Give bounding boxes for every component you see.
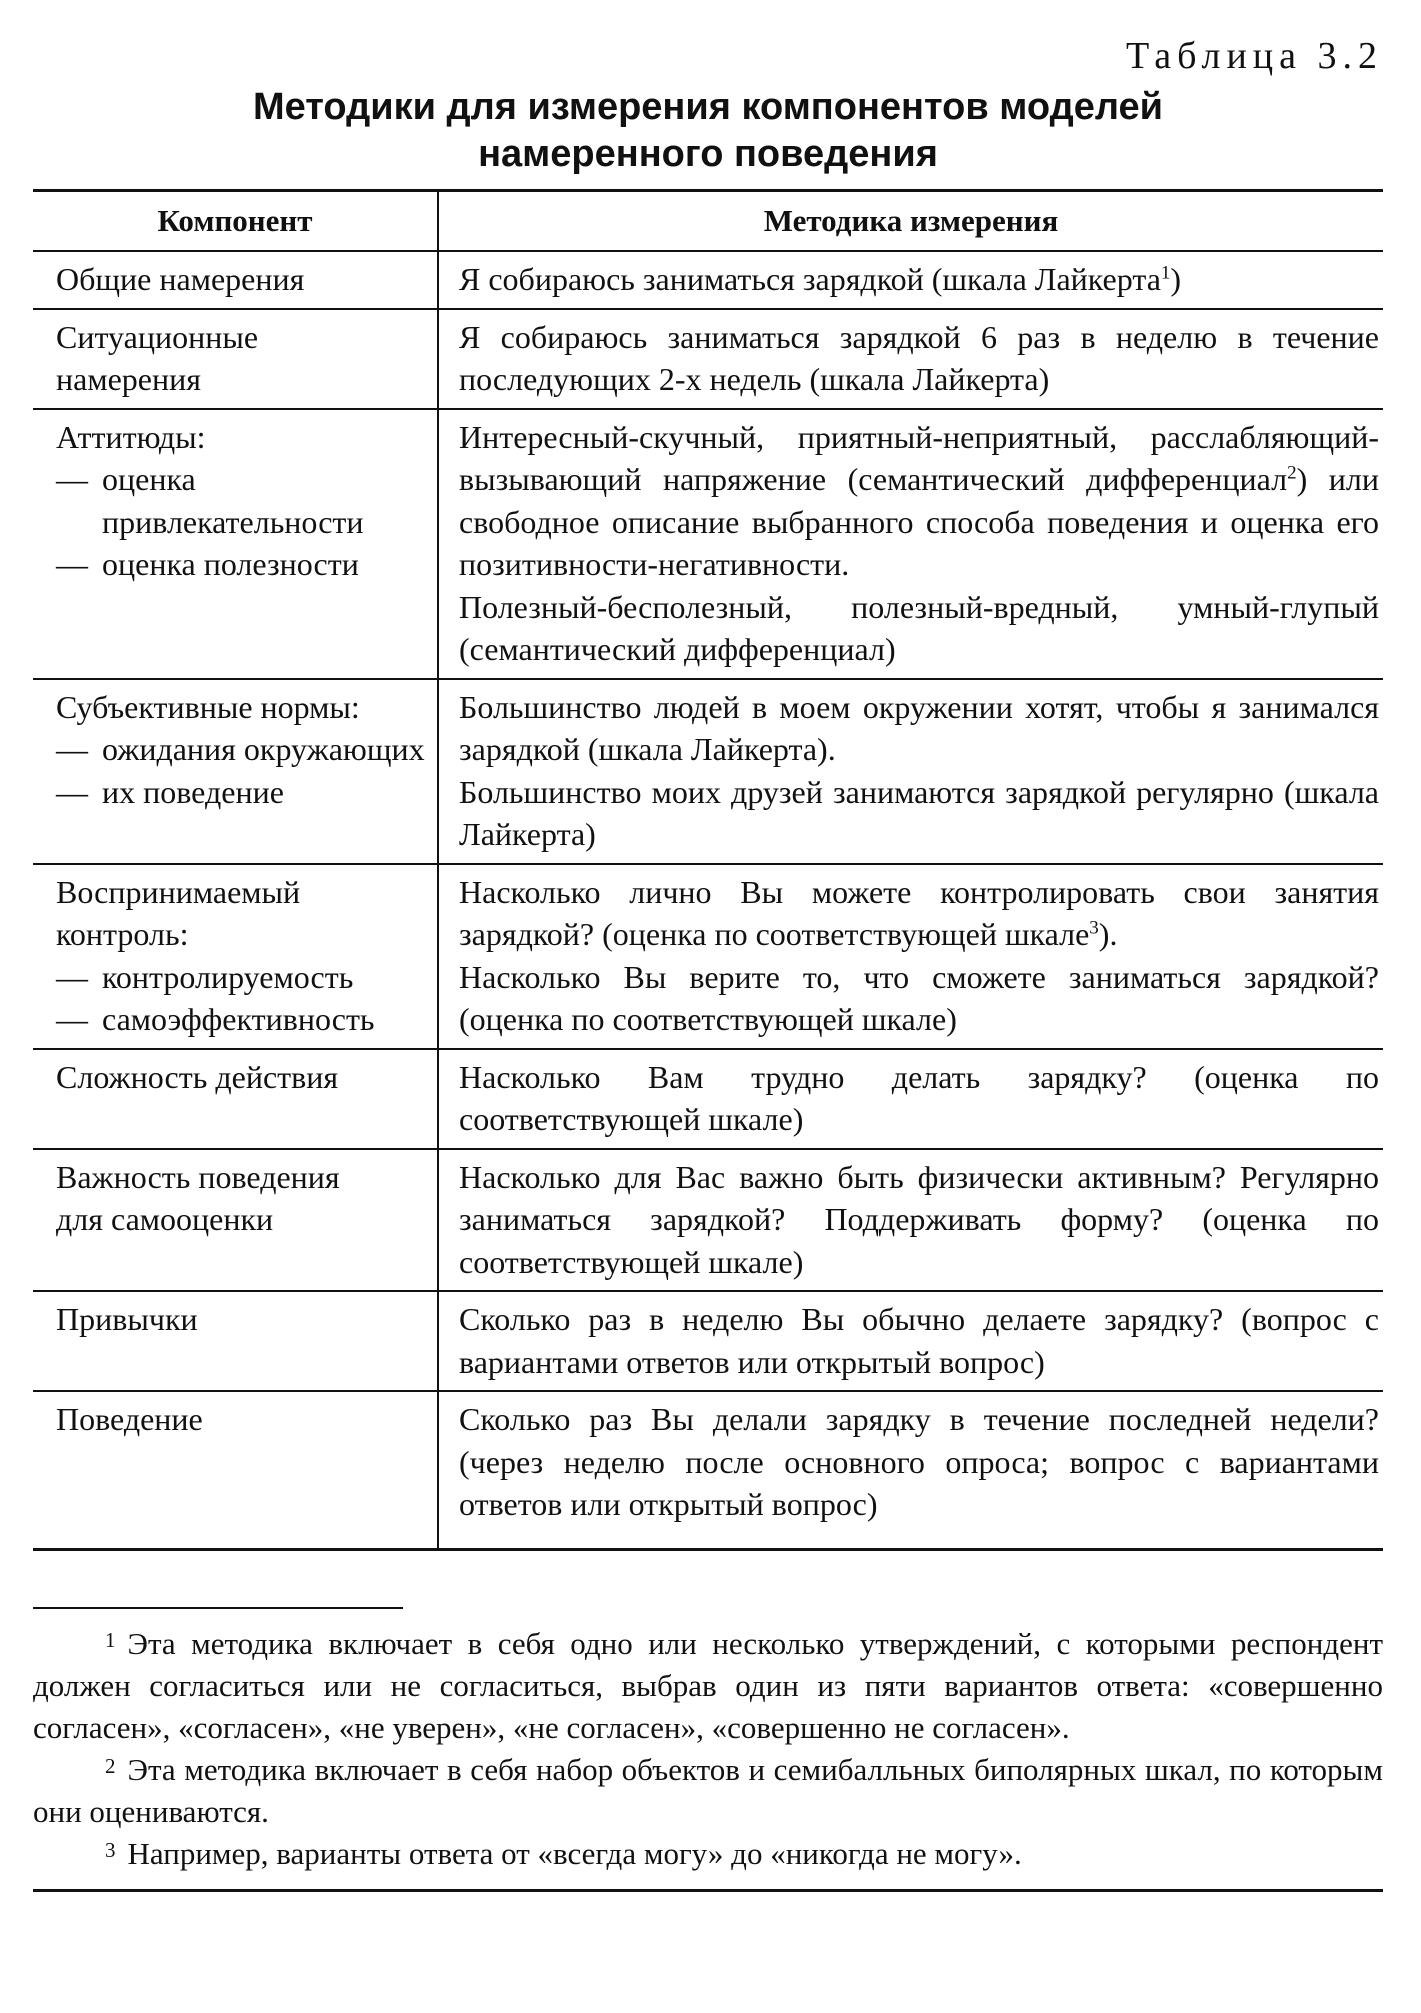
dash-mark: — [56, 461, 88, 497]
component-label: Общие намерения [56, 261, 305, 297]
methods-table [33, 189, 1383, 1551]
component-cell [33, 409, 438, 679]
footnote-number: 3 [105, 1837, 116, 1862]
table-header-row [33, 191, 1383, 252]
component-cell [33, 251, 438, 309]
component-label-line-2: контроль: [56, 916, 189, 952]
footnote-number: 1 [105, 1627, 116, 1652]
sub-component-text: их поведение [102, 773, 284, 810]
sub-component [56, 458, 433, 543]
method-cell [438, 309, 1383, 409]
table-title-line-1: Методики для измерения компонентов моделей [253, 86, 1163, 128]
component-label-line-1: Ситуационные [56, 318, 259, 355]
footnote-3 [33, 1833, 1383, 1875]
table-title [33, 84, 1383, 178]
method-text: Интересный-скучный, приятный-неприятный, расслабляющий-вызывающий напряжение (семантический дифференциал [459, 418, 1379, 497]
component-label-line-1: Важность поведения [56, 1158, 340, 1195]
method-text: Насколько для Вас важно быть физически активным? Регулярно заниматься зарядкой? Поддерживать форму? (оценка по соответствующей шкале) [459, 1158, 1379, 1280]
footnotes [33, 1623, 1383, 1875]
component-label: Поведение [56, 1401, 203, 1437]
footnote-separator [33, 1607, 403, 1609]
method-text: Сколько раз Вы делали зарядку в течение последней недели? (через неделю после основного опроса; вопрос с вариантами ответов или открытый вопрос) [459, 1401, 1379, 1522]
sub-component-text: оценка полезности [102, 546, 359, 582]
page-bottom-rule [33, 1889, 1383, 1892]
table-row [33, 409, 1383, 679]
method-text: Я собираюсь заниматься зарядкой (шкала Лайкерта [459, 261, 1161, 297]
method-cell [438, 864, 1383, 1049]
method-text-tail: ) [1170, 261, 1182, 297]
dash-mark: — [56, 958, 88, 995]
header-method: Методика измерения [438, 191, 1383, 252]
table-row [33, 251, 1383, 309]
table-row [33, 1149, 1383, 1292]
method-paragraph-2: Полезный-бесполезный, полезный-вредный, умный-глупый (семантический дифференциал) [459, 588, 1379, 667]
method-text-tail: ) или свободное описание выбранного способа поведения и оценка его позитивности-негативности. [459, 461, 1380, 582]
sub-component-text: оценка привлекательности [102, 461, 364, 540]
method-paragraph-2: Большинство моих друзей занимаются зарядкой регулярно (шкала Лайкерта) [459, 773, 1379, 852]
sub-component-text: контролируемость [102, 958, 354, 995]
footnote-text: Эта методика включает в себя одно или несколько утверждений, с которыми респондент должен согласиться или не согласиться, выбрав один из пяти вариантов ответа: «совершенно согласен», «согласен», «не уверен», «не согласен», «совершенно не согласен». [33, 1625, 1383, 1745]
method-text: Я собираюсь заниматься зарядкой 6 раз в неделю в течение последующих 2-х недель (шкала Лайкерта) [459, 318, 1379, 397]
method-cell [438, 1049, 1383, 1149]
dash-mark: — [56, 773, 88, 810]
table-label: Таблица 3.2 [1125, 35, 1383, 77]
sub-component [56, 771, 433, 814]
method-cell [438, 251, 1383, 309]
footnote-ref: 3 [1089, 917, 1099, 939]
component-label-line-2: намерения [56, 361, 201, 397]
sub-component [56, 543, 433, 586]
method-paragraph-1: Большинство людей в моем окружении хотят, чтобы я занимался зарядкой (шкала Лайкерта). [459, 688, 1379, 767]
table-row [33, 309, 1383, 409]
table-row [33, 1049, 1383, 1149]
method-text: Насколько Вам трудно делать зарядку? (оценка по соответствующей шкале) [459, 1058, 1379, 1137]
table-row [33, 1291, 1383, 1391]
document-page [33, 30, 1383, 1892]
sub-component-text: ожидания окружающих [102, 731, 425, 767]
dash-mark: — [56, 546, 88, 582]
method-text: Насколько лично Вы можете контролировать свои занятия зарядкой? (оценка по соответствующей шкале [459, 873, 1379, 952]
method-cell [438, 1391, 1383, 1549]
table-row [33, 1391, 1383, 1549]
footnote-ref: 2 [1287, 462, 1297, 484]
component-label-line-1: Воспринимаемый [56, 873, 301, 910]
method-paragraph-1 [459, 871, 1379, 956]
sub-component [56, 998, 433, 1041]
footnote-number: 2 [105, 1753, 116, 1778]
table-row [33, 864, 1383, 1049]
table-title-line-2: намеренного поведения [478, 133, 938, 175]
method-cell [438, 1291, 1383, 1391]
method-cell [438, 409, 1383, 679]
dash-mark: — [56, 1001, 88, 1037]
table-row [33, 679, 1383, 864]
dash-mark: — [56, 731, 88, 767]
component-cell [33, 679, 438, 864]
method-cell [438, 1149, 1383, 1292]
component-cell [33, 1291, 438, 1391]
method-text: Сколько раз в неделю Вы обычно делаете зарядку? (вопрос с вариантами ответов или открытый вопрос) [459, 1301, 1379, 1380]
component-cell [33, 1391, 438, 1549]
component-label: Сложность действия [56, 1058, 339, 1095]
method-text-tail: ). [1098, 916, 1118, 952]
component-cell [33, 309, 438, 409]
sub-component [56, 956, 433, 999]
footnote-2 [33, 1749, 1383, 1833]
component-label: Аттитюды: [56, 418, 206, 455]
footnote-ref: 1 [1160, 262, 1171, 284]
method-cell [438, 679, 1383, 864]
component-cell [33, 864, 438, 1049]
header-component: Компонент [33, 191, 438, 252]
method-paragraph-1 [459, 416, 1379, 586]
footnote-1 [33, 1623, 1383, 1749]
component-label-line-2: для самооценки [56, 1201, 274, 1237]
method-paragraph-2: Насколько Вы верите то, что сможете заниматься зарядкой? (оценка по соответствующей шкале) [459, 958, 1379, 1037]
sub-component [56, 728, 433, 771]
footnote-text: Например, варианты ответа от «всегда могу» до «никогда не могу». [127, 1835, 1022, 1871]
sub-component-text: самоэффективность [102, 1001, 375, 1037]
component-label: Привычки [56, 1301, 198, 1337]
component-cell [33, 1049, 438, 1149]
component-label: Субъективные нормы: [56, 688, 360, 725]
footnote-text: Эта методика включает в себя набор объектов и семибалльных биполярных шкал, по которым они оцениваются. [33, 1751, 1383, 1829]
component-cell [33, 1149, 438, 1292]
